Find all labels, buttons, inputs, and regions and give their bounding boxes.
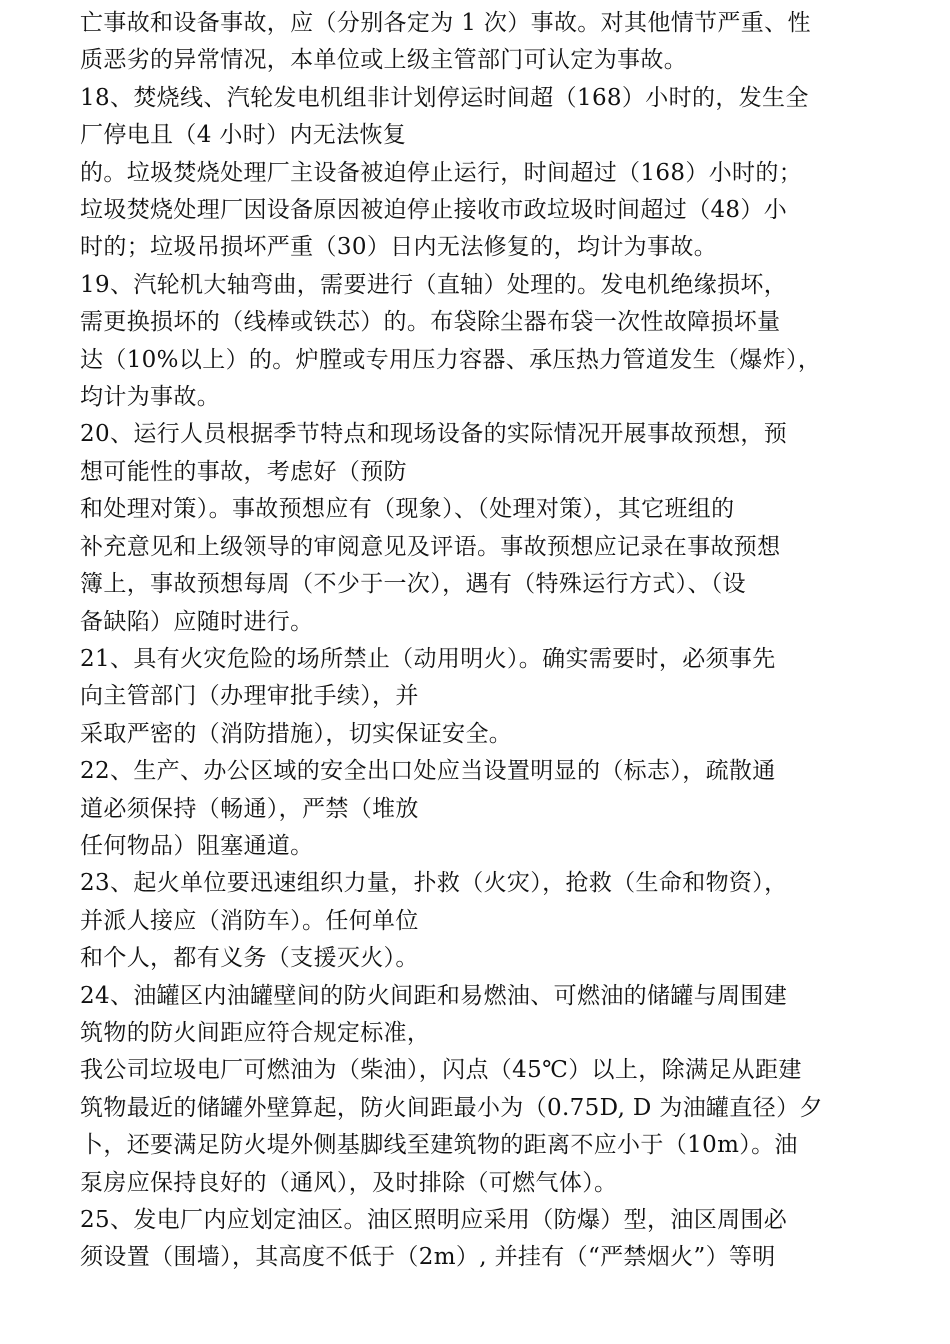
text-line: 和个人，都有义务（支援灭火）。 — [80, 945, 419, 972]
text-line: 任何物品）阻塞通道。 — [80, 832, 314, 859]
text-line: 达（10%以上）的。炉膛或专用压力容器、承压热力管道发生（爆炸）， — [80, 346, 822, 373]
text-line: 的。垃圾焚烧处理厂主设备被迫停止运行，时间超过（168）小时的； — [80, 159, 803, 186]
text-line: 筑物的防火间距应符合规定标准， — [80, 1019, 431, 1046]
text-line: 卜，还要满足防火堤外侧基脚线至建筑物的距离不应小于（10m）。油 — [80, 1132, 798, 1159]
text-line: 补充意见和上级领导的审阅意见及评语。事故预想应记录在事故预想 — [80, 533, 781, 560]
text-line: 23、起火单位要迅速组织力量，扑救（火灾），抢救（生命和物资）， — [80, 870, 788, 897]
text-line: 我公司垃圾电厂可燃油为（柴油），闪点（45℃）以上，除满足从距建 — [80, 1057, 802, 1084]
text-line: 20、运行人员根据季节特点和现场设备的实际情况开展事故预想，预 — [80, 421, 788, 448]
text-line: 质恶劣的异常情况，本单位或上级主管部门可认定为事故。 — [80, 47, 688, 74]
text-line: 19、汽轮机大轴弯曲，需要进行（直轴）处理的。发电机绝缘损坏， — [80, 271, 788, 298]
text-line: 泵房应保持良好的（通风），及时排除（可燃气体）。 — [80, 1169, 618, 1196]
text-line: 22、生产、办公区域的安全出口处应当设置明显的（标志），疏散通 — [80, 758, 776, 785]
text-line: 需更换损坏的（线棒或铁芯）的。布袋除尘器布袋一次性故障损坏量 — [80, 309, 781, 336]
text-line: 并派人接应（消防车）。任何单位 — [80, 907, 419, 934]
text-line: 24、油罐区内油罐壁间的防火间距和易燃油、可燃油的储罐与周围建 — [80, 982, 788, 1009]
text-line: 备缺陷）应随时进行。 — [80, 608, 314, 635]
text-line: 21、具有火灾危险的场所禁止（动用明火）。确实需要时，必须事先 — [80, 645, 776, 672]
text-line: 时的；垃圾吊损坏严重（30）日内无法修复的，均计为事故。 — [80, 234, 718, 261]
text-line: 筑物最近的储罐外壁算起，防火间距最小为（0.75D, D 为油罐直径）夕 — [80, 1094, 823, 1121]
text-line: 亡事故和设备事故，应（分别各定为 1 次）事故。对其他情节严重、性 — [80, 10, 811, 36]
text-line: 垃圾焚烧处理厂因设备原因被迫停止接收市政垃圾时间超过（48）小 — [80, 197, 788, 224]
text-line: 须设置（围墙），其高度不低于（2m）, 并挂有（“严禁烟火”）等明 — [80, 1244, 776, 1271]
text-line: 想可能性的事故，考虑好（预防 — [80, 458, 407, 485]
text-line: 25、发电厂内应划定油区。油区照明应采用（防爆）型，油区周围必 — [80, 1207, 788, 1233]
text-line: 道必须保持（畅通），严禁（堆放 — [80, 795, 419, 822]
text-line: 18、焚烧线、汽轮发电机组非计划停运时间超（168）小时的，发生全 — [80, 84, 809, 111]
text-line: 厂停电且（4 小时）内无法恢复 — [80, 122, 407, 149]
text-line: 均计为事故。 — [80, 384, 221, 411]
text-line: 簿上，事故预想每周（不少于一次），遇有（特殊运行方式）、（设 — [80, 571, 746, 598]
text-line: 向主管部门（办理审批手续），并 — [80, 683, 419, 710]
text-line: 采取严密的（消防措施），切实保证安全。 — [80, 720, 513, 747]
text-line: 和处理对策）。事故预想应有（现象）、（处理对策），其它班组的 — [80, 496, 735, 523]
